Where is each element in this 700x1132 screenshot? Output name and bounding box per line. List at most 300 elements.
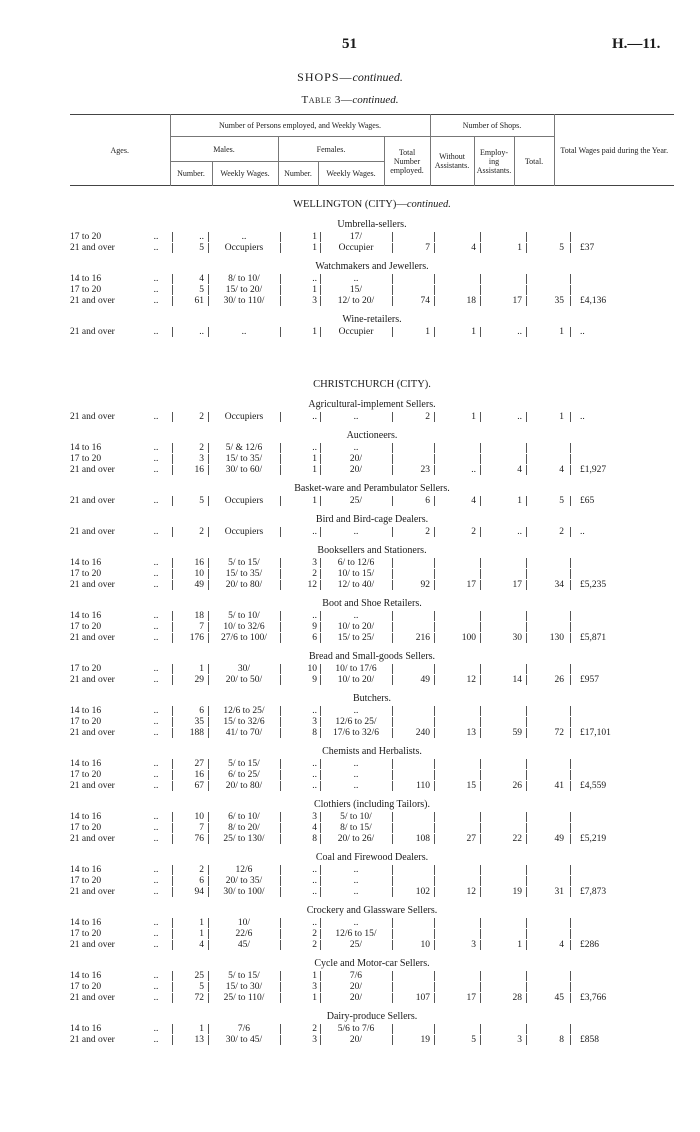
cell-male-wages: 15/ to 32/6	[223, 717, 265, 727]
column-rule	[392, 1024, 393, 1034]
column-rule	[392, 496, 393, 506]
cell-female-number: 9	[312, 675, 317, 685]
column-rule	[208, 728, 209, 738]
cell-age: 21 and over	[70, 296, 115, 306]
column-rule	[280, 465, 281, 475]
column-rule	[434, 1035, 435, 1045]
column-rule	[434, 327, 435, 337]
cell-female-wages: 15/	[349, 285, 363, 295]
column-rule	[172, 558, 173, 568]
cell-dots: ..	[153, 443, 159, 453]
cell-male-wages: 20/ to 80/	[225, 580, 263, 590]
column-rule	[172, 823, 173, 833]
trade-heading: Crockery and Glassware Sellers.	[306, 905, 438, 916]
column-rule	[320, 1035, 321, 1045]
column-rule	[392, 633, 393, 643]
cell-without-assistants: 4	[471, 243, 476, 253]
column-rule	[320, 834, 321, 844]
cell-employing-assistants: 1	[517, 243, 522, 253]
cell-male-number: ..	[199, 232, 204, 242]
column-rule	[172, 611, 173, 621]
column-rule	[392, 993, 393, 1003]
column-rule	[526, 876, 527, 886]
cell-female-wages: ..	[353, 412, 359, 422]
column-rule	[480, 706, 481, 716]
column-rule	[320, 569, 321, 579]
trade-heading: Agricultural-implement Sellers.	[308, 399, 436, 410]
cell-total-shops: 1	[559, 412, 564, 422]
column-rule	[172, 770, 173, 780]
cell-female-number: 1	[312, 993, 317, 1003]
cell-total-wages: £5,235	[580, 580, 607, 590]
header-persons-group: Number of Persons employed, and Weekly Wages.	[170, 115, 430, 137]
column-rule	[392, 823, 393, 833]
column-rule	[570, 1024, 571, 1034]
cell-male-number: 5	[199, 285, 204, 295]
column-rule	[480, 1035, 481, 1045]
cell-female-wages: 7/6	[349, 971, 363, 981]
column-rule	[280, 412, 281, 422]
column-rule	[392, 1035, 393, 1045]
cell-total-shops: 130	[549, 633, 564, 643]
cell-male-wages: 10/	[237, 918, 251, 928]
column-rule	[480, 823, 481, 833]
column-rule	[480, 876, 481, 886]
cell-male-wages: 5/ to 15/	[228, 558, 260, 568]
column-rule	[392, 296, 393, 306]
column-rule	[570, 611, 571, 621]
column-rule	[320, 580, 321, 590]
column-rule	[392, 770, 393, 780]
cell-male-wages: 30/ to 60/	[225, 465, 263, 475]
cell-employing-assistants: 30	[512, 633, 522, 643]
cell-male-number: 67	[194, 781, 204, 791]
column-rule	[280, 285, 281, 295]
cell-age: 21 and over	[70, 465, 115, 475]
column-rule	[280, 759, 281, 769]
column-rule	[172, 622, 173, 632]
column-rule	[280, 876, 281, 886]
column-rule	[320, 611, 321, 621]
column-rule	[570, 834, 571, 844]
cell-without-assistants: 1	[471, 412, 476, 422]
column-rule	[480, 993, 481, 1003]
column-rule	[570, 633, 571, 643]
cell-total-employed: 107	[415, 993, 430, 1003]
column-rule	[570, 274, 571, 284]
cell-female-number: ..	[312, 781, 317, 791]
cell-dots: ..	[153, 454, 159, 464]
column-rule	[320, 940, 321, 950]
column-rule	[392, 454, 393, 464]
table-row	[70, 664, 674, 675]
table-row	[70, 496, 674, 507]
column-rule	[172, 876, 173, 886]
column-rule	[208, 834, 209, 844]
column-rule	[208, 1024, 209, 1034]
cell-total-shops: 4	[559, 940, 564, 950]
cell-female-wages: ..	[353, 918, 359, 928]
cell-female-wages: 25/	[349, 496, 363, 506]
column-rule	[392, 834, 393, 844]
column-rule	[172, 243, 173, 253]
cell-total-wages: £957	[580, 675, 599, 685]
column-rule	[526, 622, 527, 632]
cell-dots: ..	[153, 823, 159, 833]
column-rule	[434, 622, 435, 632]
column-rule	[280, 274, 281, 284]
column-rule	[526, 1024, 527, 1034]
column-rule	[434, 781, 435, 791]
column-rule	[526, 1035, 527, 1045]
cell-age: 17 to 20	[70, 569, 102, 579]
column-rule	[526, 580, 527, 590]
column-rule	[392, 611, 393, 621]
cell-male-number: 4	[199, 940, 204, 950]
trade-heading: Basket-ware and Perambulator Sellers.	[294, 483, 450, 494]
cell-dots: ..	[153, 876, 159, 886]
cell-female-wages: 20/ to 26/	[337, 834, 375, 844]
column-rule	[480, 580, 481, 590]
column-rule	[392, 527, 393, 537]
cell-female-wages: 17/6 to 32/6	[333, 728, 379, 738]
cell-age: 17 to 20	[70, 982, 102, 992]
cell-without-assistants: 27	[466, 834, 476, 844]
cell-female-number: 3	[312, 296, 317, 306]
trade-heading: Auctioneers.	[346, 430, 398, 441]
cell-male-wages: 20/ to 35/	[225, 876, 263, 886]
column-rule	[208, 569, 209, 579]
trade-heading: Dairy-produce Sellers.	[326, 1011, 418, 1022]
cell-dots: ..	[153, 1035, 159, 1045]
column-rule	[434, 770, 435, 780]
column-rule	[280, 940, 281, 950]
header-males: Males.	[170, 137, 278, 162]
column-rule	[570, 971, 571, 981]
cell-female-number: 8	[312, 834, 317, 844]
cell-total-wages: £5,871	[580, 633, 607, 643]
table-row	[70, 971, 674, 982]
cell-female-number: 1	[312, 454, 317, 464]
column-rule	[280, 496, 281, 506]
column-rule	[434, 675, 435, 685]
column-rule	[280, 611, 281, 621]
cell-age: 17 to 20	[70, 285, 102, 295]
column-rule	[526, 770, 527, 780]
cell-total-wages: ..	[580, 327, 585, 337]
cell-female-wages: 5/6 to 7/6	[337, 1024, 375, 1034]
cell-total-employed: 19	[420, 1035, 430, 1045]
column-rule	[320, 706, 321, 716]
column-rule	[280, 633, 281, 643]
cell-without-assistants: 15	[466, 781, 476, 791]
cell-age: 21 and over	[70, 496, 115, 506]
column-rule	[570, 622, 571, 632]
column-rule	[320, 982, 321, 992]
column-rule	[480, 728, 481, 738]
column-rule	[392, 918, 393, 928]
column-rule	[280, 887, 281, 897]
cell-age: 21 and over	[70, 834, 115, 844]
cell-dots: ..	[153, 929, 159, 939]
column-rule	[392, 717, 393, 727]
column-rule	[320, 929, 321, 939]
cell-female-wages: 20/	[349, 465, 363, 475]
column-rule	[570, 929, 571, 939]
city-heading	[70, 198, 674, 212]
cell-male-number: 2	[199, 412, 204, 422]
cell-male-number: 7	[199, 622, 204, 632]
cell-without-assistants: 12	[466, 887, 476, 897]
column-rule	[208, 527, 209, 537]
column-rule	[280, 622, 281, 632]
cell-without-assistants: ..	[471, 465, 476, 475]
column-rule	[526, 940, 527, 950]
cell-total-shops: 45	[554, 993, 564, 1003]
cell-male-wages: 20/ to 50/	[225, 675, 263, 685]
cell-dots: ..	[153, 622, 159, 632]
column-rule	[392, 243, 393, 253]
cell-age: 14 to 16	[70, 443, 102, 453]
cell-female-wages: ..	[353, 443, 359, 453]
column-rule	[208, 622, 209, 632]
cell-female-wages: ..	[353, 274, 359, 284]
column-rule	[392, 929, 393, 939]
trade-heading: Butchers.	[352, 693, 392, 704]
column-rule	[526, 728, 527, 738]
cell-male-number: 5	[199, 982, 204, 992]
cell-male-number: 61	[194, 296, 204, 306]
column-rule	[320, 664, 321, 674]
column-rule	[208, 993, 209, 1003]
cell-dots: ..	[153, 759, 159, 769]
table-row	[70, 823, 674, 834]
column-rule	[526, 633, 527, 643]
column-rule	[208, 823, 209, 833]
column-rule	[208, 717, 209, 727]
table-row	[70, 611, 674, 622]
cell-total-employed: 92	[420, 580, 430, 590]
table-row	[70, 569, 674, 580]
column-rule	[320, 327, 321, 337]
cell-age: 21 and over	[70, 728, 115, 738]
cell-male-wages: 22/6	[235, 929, 253, 939]
cell-total-shops: 1	[559, 327, 564, 337]
column-rule	[172, 940, 173, 950]
cell-female-number: ..	[312, 443, 317, 453]
cell-dots: ..	[153, 781, 159, 791]
column-rule	[526, 675, 527, 685]
column-rule	[434, 611, 435, 621]
cell-age: 17 to 20	[70, 876, 102, 886]
column-rule	[280, 728, 281, 738]
cell-female-number: 1	[312, 243, 317, 253]
cell-female-number: 1	[312, 327, 317, 337]
column-rule	[480, 664, 481, 674]
column-rule	[320, 887, 321, 897]
cell-dots: ..	[153, 728, 159, 738]
column-rule	[172, 569, 173, 579]
table-row	[70, 454, 674, 465]
cell-dots: ..	[153, 887, 159, 897]
table-row	[70, 834, 674, 845]
column-rule	[526, 982, 527, 992]
column-rule	[208, 611, 209, 621]
column-rule	[320, 412, 321, 422]
column-rule	[208, 918, 209, 928]
table-body	[70, 192, 674, 1046]
cell-male-number: 35	[194, 717, 204, 727]
cell-female-wages: ..	[353, 759, 359, 769]
column-rule	[172, 443, 173, 453]
column-rule	[570, 728, 571, 738]
cell-total-wages: £5,219	[580, 834, 607, 844]
cell-employing-assistants: 14	[512, 675, 522, 685]
column-rule	[320, 717, 321, 727]
trade-heading: Booksellers and Stationers.	[317, 545, 427, 556]
cell-male-wages: 6/ to 25/	[228, 770, 260, 780]
table-row	[70, 728, 674, 739]
column-rule	[208, 443, 209, 453]
cell-female-wages: ..	[353, 781, 359, 791]
column-rule	[208, 940, 209, 950]
column-rule	[392, 675, 393, 685]
column-rule	[208, 633, 209, 643]
column-rule	[172, 834, 173, 844]
cell-female-number: 9	[312, 622, 317, 632]
column-rule	[480, 243, 481, 253]
column-rule	[480, 611, 481, 621]
cell-female-wages: 10/ to 15/	[337, 569, 375, 579]
column-rule	[434, 876, 435, 886]
cell-female-wages: 8/ to 15/	[340, 823, 372, 833]
cell-age: 17 to 20	[70, 622, 102, 632]
column-rule	[392, 876, 393, 886]
cell-male-number: 6	[199, 706, 204, 716]
table-row	[70, 929, 674, 940]
cell-male-wages: 5/ to 15/	[228, 759, 260, 769]
table-row	[70, 865, 674, 876]
cell-male-number: ..	[199, 327, 204, 337]
trade-heading: Bird and Bird-cage Dealers.	[315, 514, 429, 525]
cell-female-number: 3	[312, 812, 317, 822]
cell-dots: ..	[153, 1024, 159, 1034]
column-rule	[392, 706, 393, 716]
cell-dots: ..	[153, 327, 159, 337]
column-rule	[320, 243, 321, 253]
column-rule	[392, 781, 393, 791]
cell-total-employed: 74	[420, 296, 430, 306]
column-rule	[570, 823, 571, 833]
column-rule	[570, 664, 571, 674]
cell-female-number: 8	[312, 728, 317, 738]
column-rule	[208, 759, 209, 769]
cell-total-shops: 5	[559, 496, 564, 506]
column-rule	[526, 664, 527, 674]
cell-age: 21 and over	[70, 580, 115, 590]
column-rule	[480, 622, 481, 632]
cell-male-number: 72	[194, 993, 204, 1003]
cell-dots: ..	[153, 982, 159, 992]
column-rule	[172, 759, 173, 769]
column-rule	[320, 232, 321, 242]
cell-dots: ..	[153, 675, 159, 685]
cell-total-employed: 216	[415, 633, 430, 643]
cell-dots: ..	[153, 296, 159, 306]
column-rule	[480, 918, 481, 928]
column-rule	[208, 558, 209, 568]
section-spacer	[70, 338, 674, 372]
column-rule	[280, 717, 281, 727]
column-rule	[570, 918, 571, 928]
cell-male-wages: Occupiers	[224, 412, 264, 422]
cell-age: 17 to 20	[70, 717, 102, 727]
cell-employing-assistants: 17	[512, 580, 522, 590]
column-rule	[434, 982, 435, 992]
column-rule	[172, 929, 173, 939]
table-row	[70, 918, 674, 929]
cell-female-number: 10	[307, 664, 317, 674]
table-row	[70, 812, 674, 823]
cell-female-wages: Occupier	[338, 243, 374, 253]
column-rule	[526, 454, 527, 464]
column-rule	[172, 232, 173, 242]
cell-female-wages: 12/6 to 15/	[335, 929, 377, 939]
cell-male-wages: 30/ to 110/	[223, 296, 265, 306]
column-rule	[208, 243, 209, 253]
cell-age: 21 and over	[70, 1035, 115, 1045]
cell-without-assistants: 12	[466, 675, 476, 685]
column-rule	[570, 527, 571, 537]
cell-male-wages: 6/ to 10/	[228, 812, 260, 822]
cell-total-employed: 1	[425, 327, 430, 337]
trade-heading: Coal and Firewood Dealers.	[315, 852, 429, 863]
column-rule	[434, 274, 435, 284]
cell-female-wages: ..	[353, 865, 359, 875]
trade-heading: Cycle and Motor-car Sellers.	[314, 958, 430, 969]
column-rule	[392, 728, 393, 738]
column-rule	[526, 781, 527, 791]
cell-male-number: 25	[194, 971, 204, 981]
column-rule	[172, 1024, 173, 1034]
cell-female-number: 1	[312, 285, 317, 295]
table-row	[70, 633, 674, 644]
table-row	[70, 1035, 674, 1046]
table-row	[70, 465, 674, 476]
cell-age: 21 and over	[70, 412, 115, 422]
column-rule	[570, 496, 571, 506]
cell-female-number: ..	[312, 527, 317, 537]
cell-total-shops: 4	[559, 465, 564, 475]
column-rule	[570, 759, 571, 769]
cell-female-number: ..	[312, 865, 317, 875]
cell-female-wages: 10/ to 20/	[337, 622, 375, 632]
cell-dots: ..	[153, 243, 159, 253]
cell-age: 14 to 16	[70, 274, 102, 284]
cell-dots: ..	[153, 918, 159, 928]
column-rule	[280, 770, 281, 780]
header-male-weekly-wages: Weekly Wages.	[212, 162, 278, 186]
cell-female-number: 3	[312, 982, 317, 992]
column-rule	[208, 865, 209, 875]
cell-total-wages: £286	[580, 940, 599, 950]
column-rule	[320, 1024, 321, 1034]
column-rule	[434, 918, 435, 928]
cell-age: 14 to 16	[70, 1024, 102, 1034]
trade-heading: Chemists and Herbalists.	[322, 746, 422, 757]
column-rule	[280, 569, 281, 579]
column-rule	[172, 285, 173, 295]
